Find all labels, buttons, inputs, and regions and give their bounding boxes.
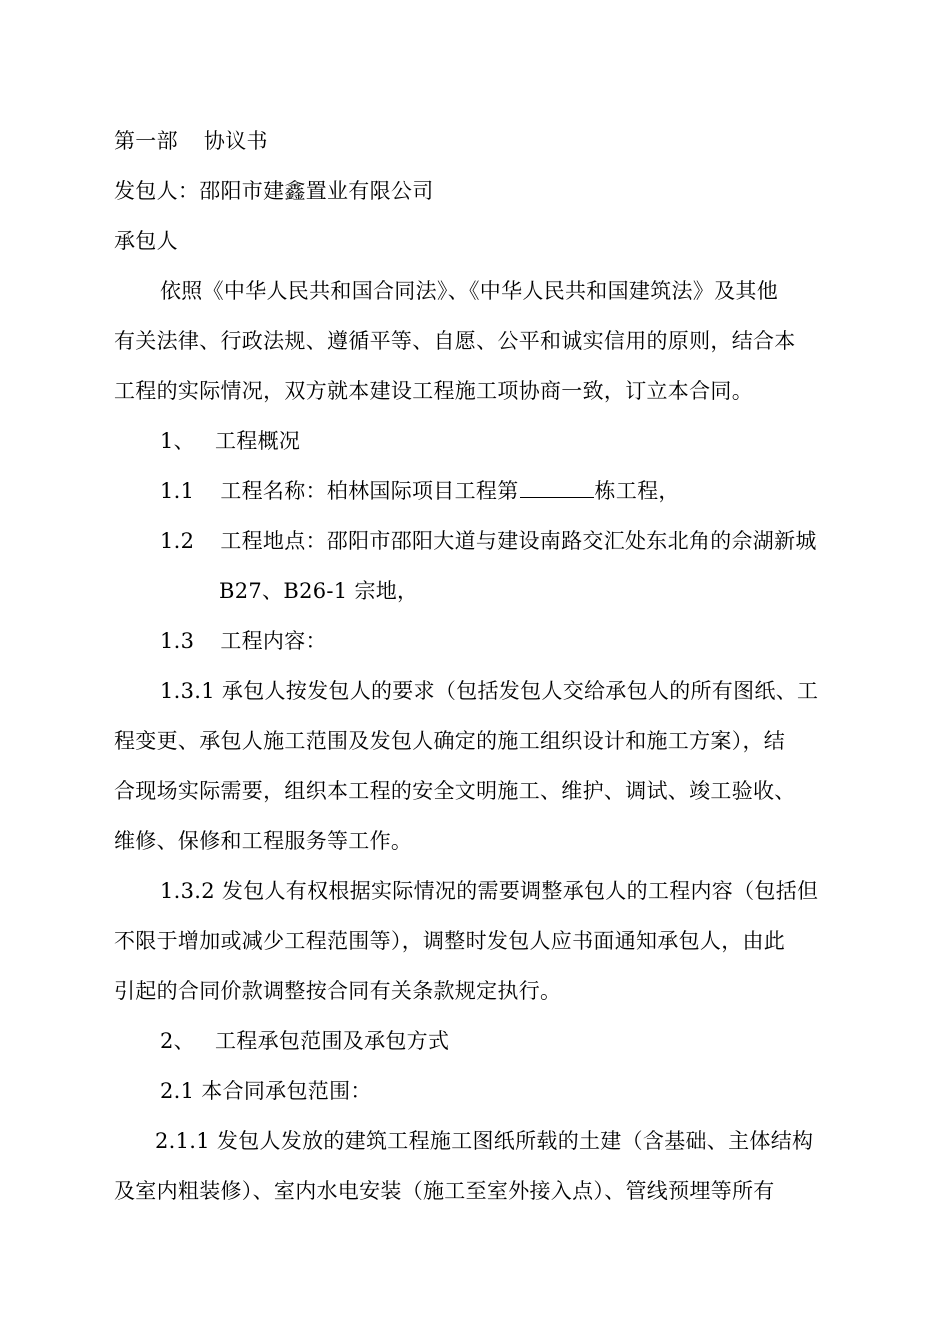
preamble-line-1: 依照《中华人民共和国合同法》、《中华人民共和国建筑法》及其他 [160, 279, 778, 303]
preamble-line-2: 有关法律、行政法规、遵循平等、自愿、公平和诚实信用的原则，结合本 [114, 329, 796, 353]
section-1-number: 1、 [160, 429, 195, 453]
clause-1-3-title: 工程内容： [220, 629, 327, 653]
section-2-heading [160, 1026, 449, 1056]
clause-1-3-2-line-3: 引起的合同价款调整按合同有关条款规定执行。 [114, 979, 562, 1003]
section-2-number: 2、 [160, 1029, 195, 1053]
clause-1-2-number: 1.2 [160, 529, 195, 553]
clause-2-1-1-line-1: 2.1.1 发包人发放的建筑工程施工图纸所载的土建（含基础、主体结构 [155, 1129, 814, 1153]
clause-2-1-1-line-2: 及室内粗装修）、室内水电安装（施工至室外接入点）、管线预埋等所有 [114, 1179, 775, 1203]
clause-1-3-1-line-2: 程变更、承包人施工范围及发包人确定的施工组织设计和施工方案），结 [114, 729, 786, 753]
section-2-title: 工程承包范围及承包方式 [214, 1029, 450, 1053]
project-name-suffix: 栋工程， [594, 479, 680, 503]
project-location: 工程地点：邵阳市邵阳大道与建设南路交汇处东北角的佘湖新城 [220, 529, 817, 553]
clause-1-1-number: 1.1 [160, 479, 195, 503]
clause-1-3-1-line-4: 维修、保修和工程服务等工作。 [114, 829, 413, 853]
part-heading [114, 126, 268, 156]
building-number-blank [520, 477, 594, 498]
employer-line: 发包人：邵阳市建鑫置业有限公司 [114, 179, 434, 203]
preamble-line-3: 工程的实际情况，双方就本建设工程施工项协商一致，订立本合同。 [114, 379, 753, 403]
project-name-label: 工程名称：柏林国际项目工程第 [220, 479, 519, 503]
contractor-line: 承包人 [114, 229, 178, 253]
project-location-line-2: B27、B26-1 宗地， [219, 579, 419, 603]
clause-1-3-1-line-3: 合现场实际需要，组织本工程的安全文明施工、维护、调试、竣工验收、 [114, 779, 796, 803]
clause-1-2 [160, 526, 817, 556]
clause-1-3-1-line-1: 1.3.1 承包人按发包人的要求（包括发包人交给承包人的所有图纸、工 [160, 679, 819, 703]
clause-1-3-2-line-2: 不限于增加或减少工程范围等），调整时发包人应书面通知承包人，由此 [114, 929, 786, 953]
clause-2-1: 2.1 本合同承包范围： [160, 1079, 372, 1103]
section-1-heading [160, 426, 300, 456]
clause-1-3-number: 1.3 [160, 629, 195, 653]
clause-1-3-2-line-1: 1.3.2 发包人有权根据实际情况的需要调整承包人的工程内容（包括但 [160, 879, 819, 903]
clause-1-1 [160, 476, 680, 506]
part-title: 协议书 [203, 129, 268, 153]
part-number: 第一部 [114, 129, 178, 153]
clause-1-3 [160, 626, 327, 656]
section-1-title: 工程概况 [214, 429, 301, 453]
